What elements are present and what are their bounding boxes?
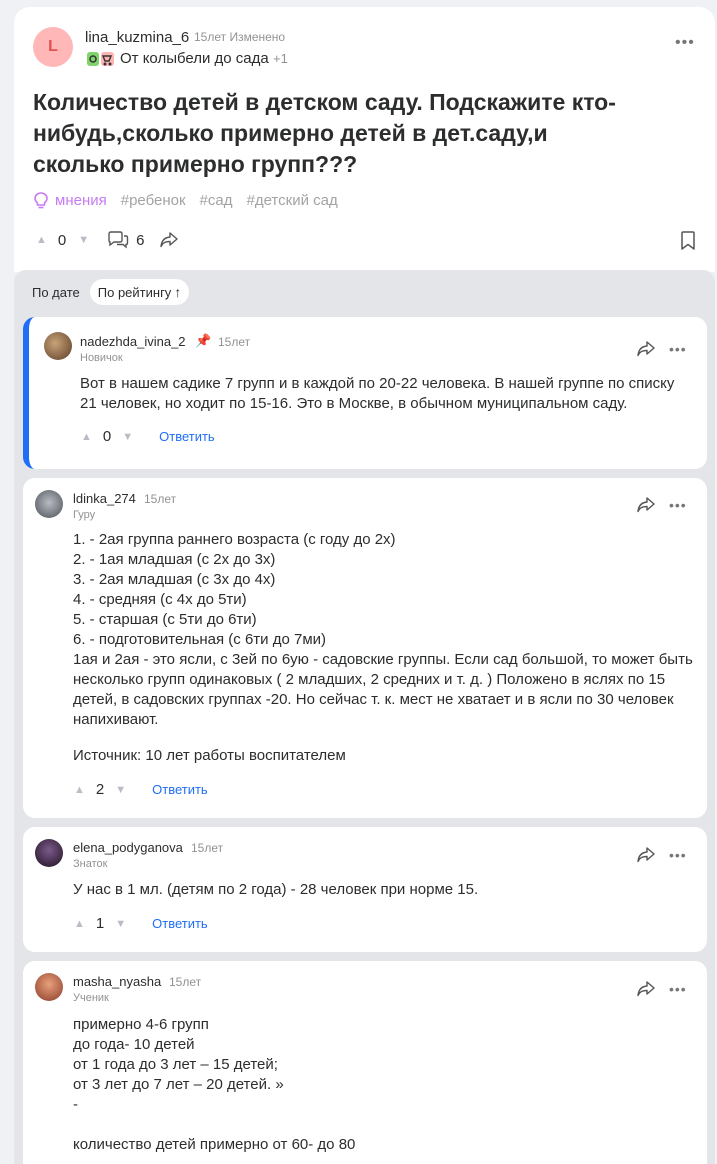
downvote-icon[interactable]: ▼ bbox=[115, 783, 127, 796]
question-title: Количество детей в детском саду. Подскажите кто-нибудь,сколько примерно детей в дет.саду,и сколько примерно групп??? bbox=[33, 89, 616, 177]
question-card bbox=[14, 7, 715, 272]
answer-time: 15лет bbox=[218, 335, 251, 349]
avatar[interactable] bbox=[44, 332, 72, 360]
lightbulb-icon bbox=[33, 192, 49, 209]
answer-author[interactable]: ldinka_274 bbox=[73, 491, 136, 506]
share-icon[interactable] bbox=[160, 232, 178, 248]
answer-rank: Новичок bbox=[80, 352, 123, 364]
pin-icon: 📌 bbox=[195, 333, 212, 348]
comment-icon[interactable] bbox=[107, 231, 129, 249]
tag-item[interactable]: #ребенок bbox=[120, 192, 186, 209]
answer-actions bbox=[74, 915, 208, 932]
vote-count: 2 bbox=[95, 781, 105, 798]
reply-button[interactable]: Ответить bbox=[152, 916, 208, 931]
vote-count: 0 bbox=[102, 428, 112, 445]
upvote-icon[interactable]: ▲ bbox=[81, 430, 92, 443]
downvote-icon[interactable]: ▼ bbox=[122, 430, 134, 443]
upvote-icon[interactable]: ▲ bbox=[36, 234, 47, 246]
answer-time: 15лет bbox=[191, 841, 224, 855]
vote-count: 1 bbox=[95, 915, 105, 932]
downvote-icon[interactable]: ▼ bbox=[115, 917, 127, 930]
answer-text: У нас в 1 мл. (детям по 2 года) - 28 человек при норме 15. bbox=[73, 881, 479, 898]
sort-by-date[interactable]: По дате bbox=[32, 284, 80, 300]
share-icon[interactable] bbox=[637, 981, 655, 997]
answer-author[interactable]: elena_podyganova bbox=[73, 840, 183, 855]
share-icon[interactable] bbox=[637, 497, 655, 513]
upvote-icon[interactable]: ▲ bbox=[74, 917, 85, 930]
question-actions bbox=[36, 231, 178, 249]
answer-rank: Знаток bbox=[73, 858, 108, 870]
answer-source: Источник: 10 лет работы воспитателем bbox=[73, 747, 346, 764]
answer-author[interactable]: nadezhda_ivina_2 bbox=[80, 334, 186, 349]
answer-card bbox=[23, 317, 707, 469]
reply-button[interactable]: Ответить bbox=[152, 782, 208, 797]
author-avatar[interactable] bbox=[33, 27, 73, 67]
more-dots-icon[interactable]: ••• bbox=[669, 341, 687, 357]
sort-arrow-icon: ↑ bbox=[174, 284, 182, 300]
bookmark-icon[interactable] bbox=[680, 231, 696, 251]
answer-card bbox=[23, 478, 707, 818]
answer-rank: Ученик bbox=[73, 992, 109, 1004]
answer-time: 15лет bbox=[169, 975, 202, 989]
share-icon[interactable] bbox=[637, 847, 655, 863]
question-meta: 15лет Изменено bbox=[194, 30, 286, 44]
more-dots-icon[interactable]: ••• bbox=[669, 981, 687, 997]
avatar[interactable] bbox=[35, 490, 63, 518]
answer-text: Вот в нашем садике 7 групп и в каждой по 20-22 человека. В нашей группе по списку 21 человек, но ходит по 15-16. Это в Москве, в обычном муниципальном саду. bbox=[80, 375, 675, 412]
stroller-icon bbox=[87, 51, 115, 67]
downvote-icon[interactable]: ▼ bbox=[78, 234, 90, 246]
tag-opinion-label: мнения bbox=[55, 192, 107, 209]
question-author[interactable]: lina_kuzmina_6 bbox=[85, 29, 190, 46]
answer-author[interactable]: masha_nyasha bbox=[73, 974, 162, 989]
sort-bar bbox=[24, 279, 191, 305]
sort-by-rating[interactable] bbox=[90, 279, 190, 305]
answers-panel bbox=[14, 270, 715, 1164]
answer-text: примерно 4-6 групп до года- 10 детей от 1 года до 3 лет – 15 детей; от 3 лет до 7 лет – 20 детей. » - количество детей примерно от 60- до 80 bbox=[73, 1016, 356, 1153]
reply-button[interactable]: Ответить bbox=[159, 429, 215, 444]
more-dots-icon[interactable]: ••• bbox=[675, 34, 695, 51]
answer-actions bbox=[81, 428, 215, 445]
avatar-letter: L bbox=[48, 38, 58, 55]
share-icon[interactable] bbox=[637, 341, 655, 357]
answer-actions bbox=[74, 781, 208, 798]
answer-rank: Гуру bbox=[73, 509, 96, 521]
category-extra[interactable]: +1 bbox=[273, 51, 288, 66]
answer-card bbox=[23, 827, 707, 952]
answer-card bbox=[23, 961, 707, 1164]
answers-count: 6 bbox=[136, 231, 145, 249]
tag-opinion[interactable] bbox=[33, 192, 107, 209]
tag-list bbox=[33, 192, 338, 209]
more-dots-icon[interactable]: ••• bbox=[669, 497, 687, 513]
avatar[interactable] bbox=[35, 973, 63, 1001]
upvote-icon[interactable]: ▲ bbox=[74, 783, 85, 796]
more-dots-icon[interactable]: ••• bbox=[669, 847, 687, 863]
sort-by-rating-label: По рейтингу bbox=[97, 284, 172, 300]
answer-text: 1. - 2ая группа раннего возраста (с году до 2х) 2. - 1ая младшая (с 2х до 3х) 3. - 2ая младшая (с 3х до 4х) 4. - средняя (с 4х до 5ти) 5. - старшая (с 5ти до 6ти) 6. - подготовительная (с 6ти до 7ми) 1ая и 2ая - это ясли, с 3ей по 6ую - садовские группы. Если сад большой, то может быть несколько групп одинаковых ( 2 младших, 2 средних и т. д. ) Положено в яслях по 15 детей, в садовских группах -20. Но сейчас т. к. мест не хватает и в ясли по 30 человек напихивают. bbox=[73, 531, 693, 728]
tag-item[interactable]: #детский сад bbox=[246, 192, 338, 209]
tag-item[interactable]: #сад bbox=[199, 192, 233, 209]
avatar[interactable] bbox=[35, 839, 63, 867]
vote-count: 0 bbox=[57, 231, 67, 249]
question-category[interactable]: От колыбели до сада bbox=[120, 50, 269, 67]
answer-time: 15лет bbox=[144, 492, 177, 506]
